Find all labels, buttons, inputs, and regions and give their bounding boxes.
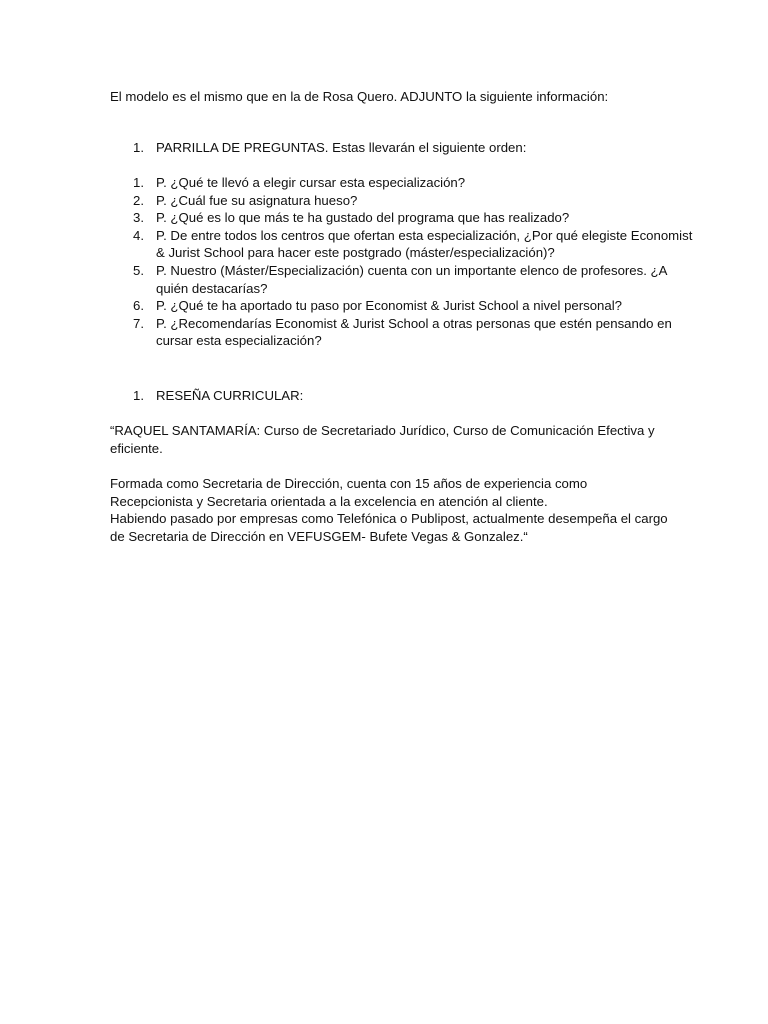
question-number: 1. (133, 175, 144, 190)
question-item (133, 209, 693, 227)
question-number: 6. (133, 298, 144, 314)
question-number: 4. (133, 227, 144, 243)
question-item (133, 315, 693, 350)
question-text: P. ¿Cuál fue su asignatura hueso? (156, 192, 358, 208)
question-item (133, 262, 693, 297)
question-text: P. De entre todos los centros que ofertan esta especialización, ¿Por qué elegiste Economist & Jurist School para hacer este postgrado (máster/especialización)? (156, 227, 693, 261)
question-text: P. ¿Qué te llevó a elegir cursar esta especialización? (156, 175, 466, 190)
questions-list (133, 174, 693, 350)
question-text: P. Nuestro (Máster/Especialización) cuenta con un importante elenco de profesores. ¿A quién destacarías? (156, 262, 667, 296)
bio-paragraph: Formada como Secretaria de Dirección, cuenta con 15 años de experiencia como Recepcionista y Secretaria orientada a la excelencia en atención al cliente. (110, 476, 588, 509)
question-number: 2. (133, 192, 144, 208)
question-text: P. ¿Qué es lo que más te ha gustado del programa que has realizado? (156, 210, 570, 226)
section-number: 1. (133, 388, 144, 403)
section-title: RESEÑA CURRICULAR: (156, 388, 304, 403)
question-item (133, 227, 693, 262)
question-item (133, 192, 693, 210)
section-heading-list-resena (133, 387, 693, 405)
intro-text: El modelo es el mismo que en la de Rosa Quero. ADJUNTO la siguiente información: (110, 89, 609, 104)
section-number: 1. (133, 140, 144, 155)
question-item (133, 174, 693, 192)
question-item (133, 297, 693, 315)
section-heading-questions (133, 139, 693, 157)
section-heading-list-questions (133, 139, 693, 157)
section-heading-resena (133, 387, 693, 405)
question-number: 3. (133, 210, 144, 226)
bio-paragraph: Habiendo pasado por empresas como Telefónica o Publipost, actualmente desempeña el cargo de Secretaria de Dirección en VEFUSGEM- Bufete Vegas & Gonzalez.“ (110, 511, 668, 544)
question-text: P. ¿Recomendarías Economist & Jurist School a otras personas que estén pensando en cursar esta especialización? (156, 315, 672, 349)
section-title: PARRILLA DE PREGUNTAS. Estas llevarán el siguiente orden: (156, 140, 527, 155)
question-text: P. ¿Qué te ha aportado tu paso por Economist & Jurist School a nivel personal? (156, 298, 622, 314)
resena-text: “RAQUEL SANTAMARÍA: Curso de Secretariado Jurídico, Curso de Comunicación Efectiva y eficiente. (110, 423, 655, 456)
question-number: 7. (133, 315, 144, 331)
question-number: 5. (133, 262, 144, 278)
